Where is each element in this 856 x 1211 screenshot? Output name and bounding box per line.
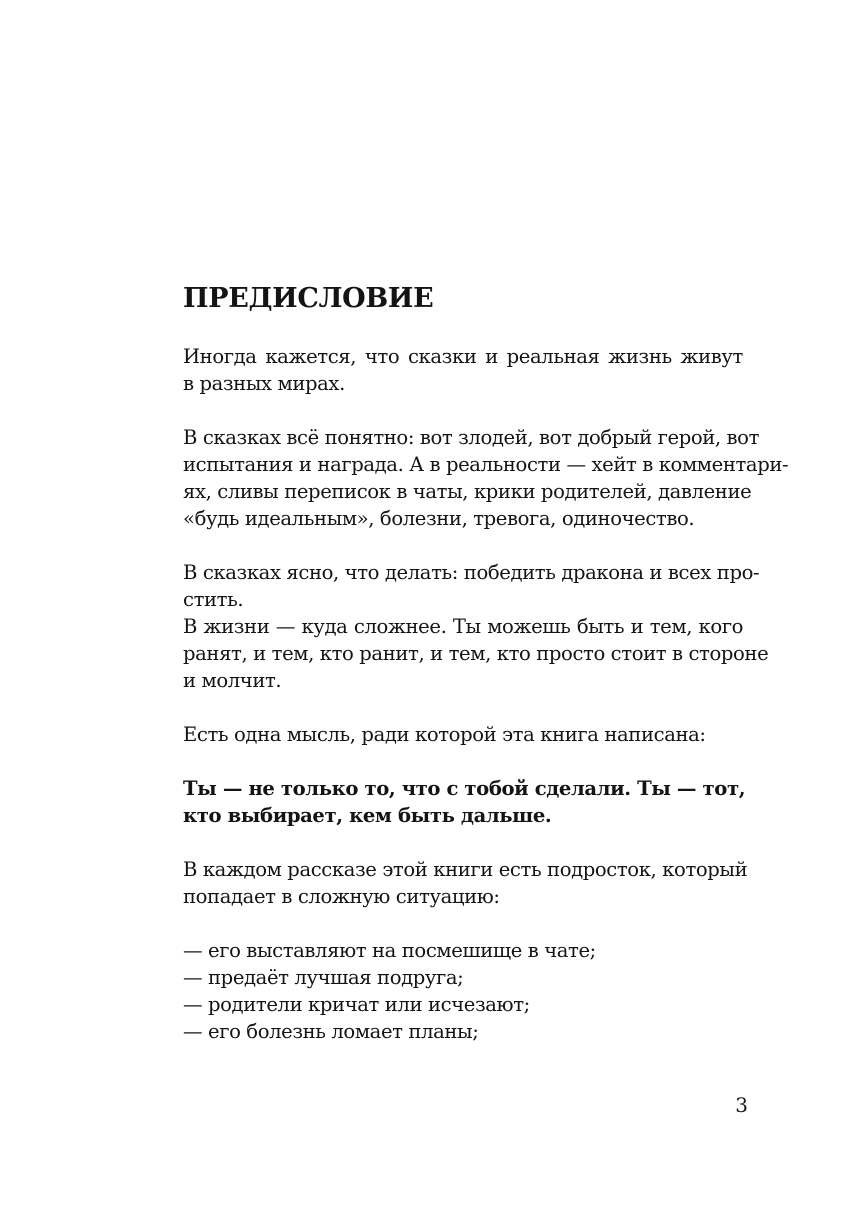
text-line: В жизни — куда сложнее. Ты можешь быть и тем, кого [183,615,743,638]
list-item: — родители кричат или исчезают; [183,993,530,1016]
text-line: ях, сливы переписок в чаты, крики родителей, давление [183,480,752,503]
text-line: стить. [183,588,244,611]
body-text [149,343,789,1045]
paragraph [149,343,743,397]
page-number: 3 [735,1093,748,1117]
key-thought-paragraph [149,775,746,829]
paragraph [149,424,789,532]
list-item: — его выставляют на посмешище в чате; [183,939,596,962]
paragraph [149,856,748,910]
text-line: Иногда кажется, что сказки и реальная жизнь живут [183,345,743,368]
text-line: и молчит. [183,669,282,692]
text-line: В сказках всё понятно: вот злодей, вот добрый герой, вот [183,426,760,449]
paragraph [149,721,743,748]
text-line: В каждом рассказе этой книги есть подросток, который [183,858,748,881]
list-item: — предаёт лучшая подруга; [183,966,464,989]
chapter-heading: ПРЕДИСЛОВИЕ [183,283,434,314]
text-line: Ты — не только то, что с тобой сделали. Ты — тот, [183,777,746,800]
text-line: В сказках ясно, что делать: победить дракона и всех про- [183,561,760,584]
text-line: испытания и награда. А в реальности — хейт в комментари- [183,453,789,476]
text-line: в разных мирах. [183,372,345,395]
text-line: Есть одна мысль, ради которой эта книга написана: [183,723,706,746]
paragraph [149,613,769,694]
paragraph [149,559,760,613]
text-line: «будь идеальным», болезни, тревога, одиночество. [183,507,695,530]
text-line: кто выбирает, кем быть дальше. [183,804,552,827]
text-line: ранят, и тем, кто ранит, и тем, кто просто стоит в стороне [183,642,769,665]
list-item: — его болезнь ломает планы; [183,1020,479,1043]
text-line: попадает в сложную ситуацию: [183,885,500,908]
situation-list [149,937,743,1045]
